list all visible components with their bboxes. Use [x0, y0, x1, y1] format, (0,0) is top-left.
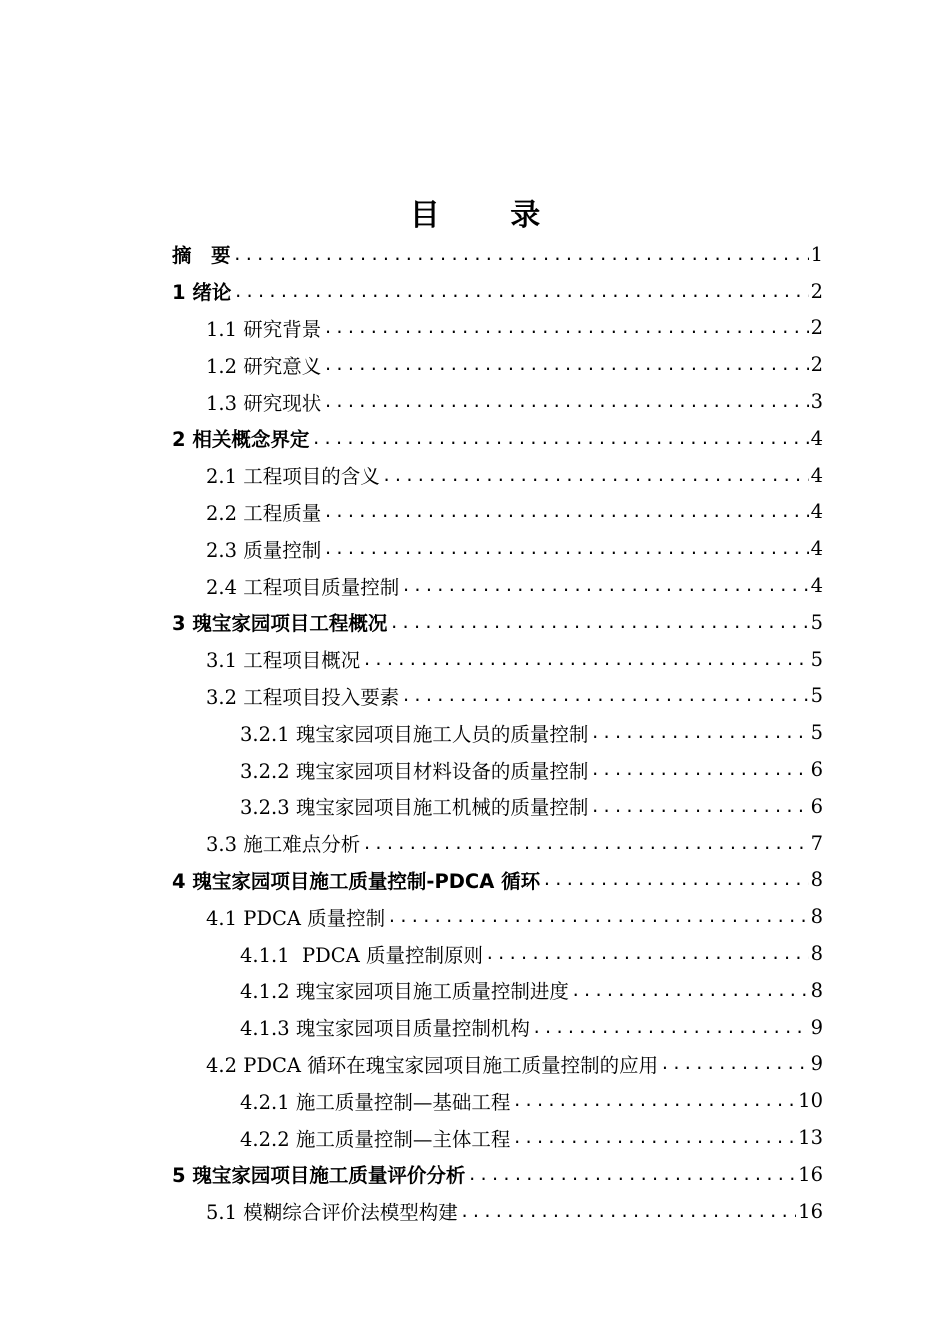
toc-entry[interactable]: [0, 1082, 950, 1119]
toc-leader-dots: [542, 870, 808, 889]
toc-entry-label: 5 瑰宝家园项目施工质量评价分析: [172, 1164, 466, 1188]
toc-entry-page-number: 7: [810, 831, 823, 855]
toc-entry[interactable]: [0, 788, 950, 825]
toc-entry-label: 2 相关概念界定: [172, 428, 310, 452]
toc-entry[interactable]: [0, 273, 950, 310]
toc-entry-page-number: 4: [810, 537, 823, 561]
toc-entry-page-number: 5: [810, 647, 823, 671]
toc-entry[interactable]: [0, 1009, 950, 1046]
toc-entry-label: 4.1.2 瑰宝家园项目施工质量控制进度: [240, 980, 569, 1004]
toc-entry[interactable]: [0, 346, 950, 383]
toc-entry-label: 4.2.1 施工质量控制—基础工程: [240, 1090, 511, 1114]
toc-entry[interactable]: [0, 530, 950, 567]
toc-entry-label: 4 瑰宝家园项目施工质量控制-PDCA 循环: [172, 869, 541, 893]
toc-title: 目 录: [409, 198, 571, 233]
toc-entry-page-number: 6: [810, 758, 823, 782]
toc-entry-page-number: 4: [810, 574, 823, 598]
toc-leader-dots: [311, 429, 808, 448]
toc-leader-dots: [382, 466, 809, 485]
toc-entry-page-number: 5: [810, 610, 823, 634]
toc-entry-label: 2.1 工程项目的含义: [206, 465, 380, 489]
toc-entry-label: 4.2 PDCA 循环在瑰宝家园项目施工质量控制的应用: [206, 1053, 659, 1077]
toc-entry[interactable]: [0, 972, 950, 1009]
toc-entry-page-number: 6: [810, 794, 823, 818]
toc-leader-dots: [233, 245, 809, 264]
toc-entry[interactable]: [0, 1193, 950, 1230]
toc-entry[interactable]: [0, 862, 950, 899]
toc-entry[interactable]: [0, 714, 950, 751]
toc-entry[interactable]: [0, 383, 950, 420]
toc-entry-page-number: 4: [810, 463, 823, 487]
toc-entry[interactable]: [0, 641, 950, 678]
toc-entry-page-number: 4: [810, 426, 823, 450]
toc-entry-label: 3.2.1 瑰宝家园项目施工人员的质量控制: [240, 722, 589, 746]
toc-entry-page-number: 2: [810, 316, 823, 340]
toc-entry-label: 1.3 研究现状: [206, 391, 322, 415]
toc-entry-label: 2.2 工程质量: [206, 501, 322, 525]
toc-entry-label: 1 绪论: [172, 281, 232, 305]
toc-entry-label: 1.2 研究意义: [206, 354, 322, 378]
toc-leader-dots: [323, 318, 808, 337]
toc-entry-label: 3.2.2 瑰宝家园项目材料设备的质量控制: [240, 759, 589, 783]
toc-leader-dots: [362, 650, 808, 669]
toc-leader-dots: [389, 613, 808, 632]
toc-leader-dots: [512, 1091, 796, 1110]
toc-leader-dots: [233, 282, 808, 301]
toc-leader-dots: [590, 723, 808, 742]
toc-entry-label: 2.4 工程项目质量控制: [206, 575, 400, 599]
toc-entry[interactable]: [0, 1046, 950, 1083]
toc-entry-page-number: 10: [798, 1089, 823, 1113]
toc-entry-label: 3 瑰宝家园项目工程概况: [172, 612, 388, 636]
toc-entry[interactable]: [0, 494, 950, 531]
toc-entry-label: 1.1 研究背景: [206, 317, 322, 341]
toc-leader-dots: [387, 907, 808, 926]
toc-entry-page-number: 5: [810, 684, 823, 708]
toc-entry-page-number: 8: [810, 978, 823, 1002]
toc-leader-dots: [590, 760, 808, 779]
toc-entry-page-number: 2: [810, 279, 823, 303]
toc-entry-label: 3.3 施工难点分析: [206, 833, 361, 857]
toc-entry[interactable]: [0, 1119, 950, 1156]
toc-leader-dots: [467, 1165, 796, 1184]
toc-entry[interactable]: [0, 751, 950, 788]
toc-entry[interactable]: [0, 898, 950, 935]
toc-entry-page-number: 8: [810, 868, 823, 892]
toc-entry-label: 4.1 PDCA 质量控制: [206, 906, 386, 930]
toc-leader-dots: [660, 1054, 808, 1073]
toc-leader-dots: [323, 392, 808, 411]
toc-entry-page-number: 8: [810, 942, 823, 966]
toc-entry-page-number: 9: [810, 1015, 823, 1039]
toc-leader-dots: [323, 539, 808, 558]
toc-leader-dots: [590, 797, 808, 816]
toc-entry[interactable]: [0, 604, 950, 641]
toc-entry-page-number: 1: [810, 242, 823, 266]
toc-entry-label: 4.2.2 施工质量控制—主体工程: [240, 1127, 511, 1151]
toc-entry[interactable]: [0, 236, 950, 273]
toc-entry-label: 4.1.3 瑰宝家园项目质量控制机构: [240, 1017, 530, 1041]
toc-entry[interactable]: [0, 825, 950, 862]
toc-leader-dots: [323, 355, 808, 374]
table-of-contents: [0, 236, 950, 1230]
toc-entry[interactable]: [0, 678, 950, 715]
toc-entry-page-number: 9: [810, 1052, 823, 1076]
toc-entry-label: 4.1.1 PDCA 质量控制原则: [240, 943, 483, 967]
toc-leader-dots: [401, 686, 808, 705]
toc-entry-label: 3.1 工程项目概况: [206, 649, 361, 673]
toc-entry-label: 3.2.3 瑰宝家园项目施工机械的质量控制: [240, 796, 589, 820]
toc-entry-page-number: 16: [798, 1199, 823, 1223]
toc-entry-page-number: 8: [810, 905, 823, 929]
toc-entry[interactable]: [0, 567, 950, 604]
toc-entry-page-number: 4: [810, 500, 823, 524]
toc-entry[interactable]: [0, 310, 950, 347]
toc-leader-dots: [485, 944, 809, 963]
toc-entry-label: 摘 要: [172, 244, 231, 268]
toc-entry-label: 2.3 质量控制: [206, 538, 322, 562]
toc-leader-dots: [401, 576, 808, 595]
toc-entry[interactable]: [0, 457, 950, 494]
toc-leader-dots: [571, 981, 809, 1000]
toc-entry-page-number: 3: [810, 390, 823, 414]
toc-entry-page-number: 13: [798, 1126, 823, 1150]
toc-entry-label: 5.1 模糊综合评价法模型构建: [206, 1201, 458, 1225]
toc-entry[interactable]: [0, 420, 950, 457]
toc-leader-dots: [460, 1202, 796, 1221]
toc-entry[interactable]: [0, 935, 950, 972]
toc-entry-label: 3.2 工程项目投入要素: [206, 685, 400, 709]
toc-entry[interactable]: [0, 1156, 950, 1193]
toc-entry-page-number: 16: [798, 1162, 823, 1186]
toc-leader-dots: [532, 1018, 809, 1037]
toc-leader-dots: [362, 834, 808, 853]
toc-entry-page-number: 2: [810, 353, 823, 377]
toc-leader-dots: [512, 1128, 796, 1147]
toc-leader-dots: [323, 502, 808, 521]
toc-entry-page-number: 5: [810, 721, 823, 745]
